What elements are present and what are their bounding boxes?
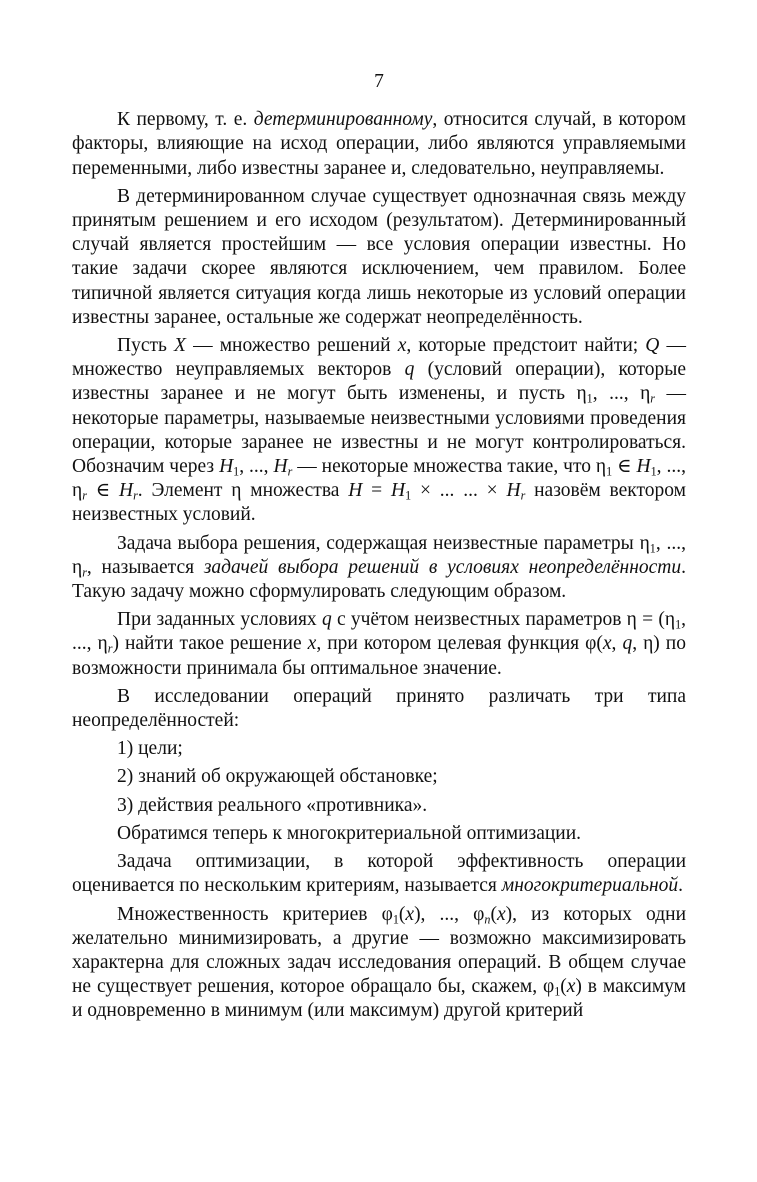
subscript: 1: [649, 541, 656, 556]
text-run: При заданных условиях: [117, 609, 322, 631]
subscript: 1: [392, 912, 399, 927]
list-item: 3) действия реального «противника».: [117, 794, 428, 816]
text-run: В детерминированном случае существует однозначная связь между принятым решением и его исходом (результатом). Детерминированный случай является простейшим — все условия операции известны. Но такие задачи скорее являются исключением, чем правилом. Более типичной является ситуация когда лишь некоторые из условий операции известны заранее, остальные же содержат неопределённость.: [72, 185, 686, 328]
text-run: ,: [611, 633, 623, 655]
subscript: n: [484, 912, 491, 927]
book-page: [72, 70, 686, 1028]
text-run: (: [490, 903, 497, 925]
paragraph: [72, 532, 686, 605]
text-run: . Элемент η множества: [137, 480, 349, 502]
italic-run: детерминированному: [253, 109, 433, 131]
text-run: Пусть: [117, 335, 175, 357]
text-run: (: [560, 976, 567, 998]
text-run: ) найти такое решение: [112, 633, 308, 655]
text-run: — некоторые множества такие, что η: [292, 456, 607, 478]
text-run: =: [362, 480, 391, 502]
paragraph: [72, 185, 686, 330]
subscript: r: [287, 464, 293, 479]
subscript: r: [82, 488, 87, 503]
paragraph: [72, 108, 686, 181]
italic-run: x: [307, 633, 317, 655]
text-run: , ..., η: [72, 456, 686, 502]
subscript: 1: [606, 464, 613, 479]
text-run: Обратимся теперь к многокритериальной оптимизации.: [117, 822, 582, 844]
text-run: ∈: [86, 480, 119, 502]
text-run: , η) по возможности принимала бы оптимальное значение.: [72, 633, 686, 679]
list-item: 1) цели;: [117, 738, 183, 760]
text-run: Множественность критериев φ: [117, 903, 393, 925]
subscript: r: [107, 642, 113, 657]
subscript: 1: [554, 984, 561, 999]
italic-run: многокритериальной: [501, 875, 679, 897]
italic-run: q: [622, 633, 633, 655]
paragraph: [72, 608, 686, 681]
italic-run: H: [506, 480, 521, 502]
italic-run: H: [348, 480, 363, 502]
text-run: — множество решений: [185, 335, 398, 357]
italic-run: x: [397, 335, 407, 357]
paragraph: [72, 822, 686, 846]
paragraph: [72, 334, 686, 528]
subscript: r: [133, 488, 138, 503]
text-run: ) в максимум и одновременно в минимум (или максимум) другой критерий: [72, 976, 686, 1022]
text-run: , относится случай, в котором факторы, влияющие на исход операции, либо являются управляемыми переменными, либо известны заранее и, следовательно, неуправляемы.: [72, 109, 686, 179]
text-run: — некоторые параметры, называемые неизвестными условиями проведения операции, которые заранее не известны и не могут контролироваться. Обозначим через: [72, 383, 686, 478]
subscript: 1: [405, 488, 412, 503]
italic-run: x: [496, 903, 506, 925]
text-run: К первому, т. е.: [117, 109, 254, 131]
paragraph: [72, 850, 686, 898]
text-run: назовём вектором неизвестных условий.: [72, 480, 686, 526]
text-run: . Такую задачу можно сформулировать следующим образом.: [72, 556, 686, 603]
subscript: 1: [675, 617, 682, 632]
italic-run: x: [602, 633, 612, 655]
subscript: 1: [650, 464, 657, 479]
text-run: с учётом неизвестных параметров η = (η: [331, 609, 676, 631]
italic-run: задачей выбора решений в условиях неопределённости: [203, 556, 682, 578]
subscript: r: [82, 565, 87, 580]
subscript: 1: [233, 464, 240, 479]
text-run: , ..., η: [72, 609, 686, 655]
italic-run: X: [174, 335, 186, 357]
page-number: 7: [374, 71, 384, 92]
italic-run: H: [273, 456, 288, 478]
italic-run: H: [391, 480, 406, 502]
text-run: ), ..., φ: [414, 903, 485, 925]
paragraph: [72, 903, 686, 1024]
text-run: , которые предстоит найти;: [406, 335, 646, 357]
italic-run: H: [219, 456, 234, 478]
italic-run: q: [404, 359, 415, 381]
italic-run: x: [566, 976, 576, 998]
text-run: — множество неуправляемых векторов: [72, 335, 687, 381]
text-run: ∈: [612, 456, 637, 478]
text-run: , ...,: [239, 456, 274, 478]
text-run: Задача выбора решения, содержащая неизвестные параметры η: [117, 532, 650, 554]
text-run: , называется: [86, 556, 204, 578]
text-run: (: [398, 903, 406, 925]
italic-run: x: [405, 903, 415, 925]
text-run: .: [678, 875, 684, 897]
text-run: ), из которых одни желательно минимизировать, а другие — возможно максимизировать характерна для сложных задач исследования операций. В общем случае не существует решения, которое обращало бы, скажем, φ: [72, 903, 687, 998]
text-run: , ..., η: [592, 383, 651, 405]
text-run: , ..., η: [72, 532, 686, 578]
text-run: В исследовании операций принято различать три типа неопределённостей:: [72, 685, 686, 732]
italic-run: Q: [645, 335, 660, 357]
italic-run: H: [636, 456, 651, 478]
italic-run: H: [118, 480, 134, 502]
list-item: 2) знаний об окружающей обстановке;: [117, 766, 438, 788]
subscript: r: [520, 488, 526, 503]
text-run: (условий операции), которые известны заранее и не могут быть изменены, и пусть η: [72, 359, 686, 405]
subscript: 1: [586, 392, 593, 407]
subscript: r: [650, 392, 655, 407]
text-run: × ... ... ×: [411, 480, 507, 502]
text-run: , при котором целевая функция φ(: [316, 633, 603, 655]
italic-run: q: [321, 609, 332, 631]
paragraph: [72, 685, 686, 733]
text-run: Задача оптимизации, в которой эффективность операции оценивается по нескольким критериям, называется: [72, 851, 686, 897]
